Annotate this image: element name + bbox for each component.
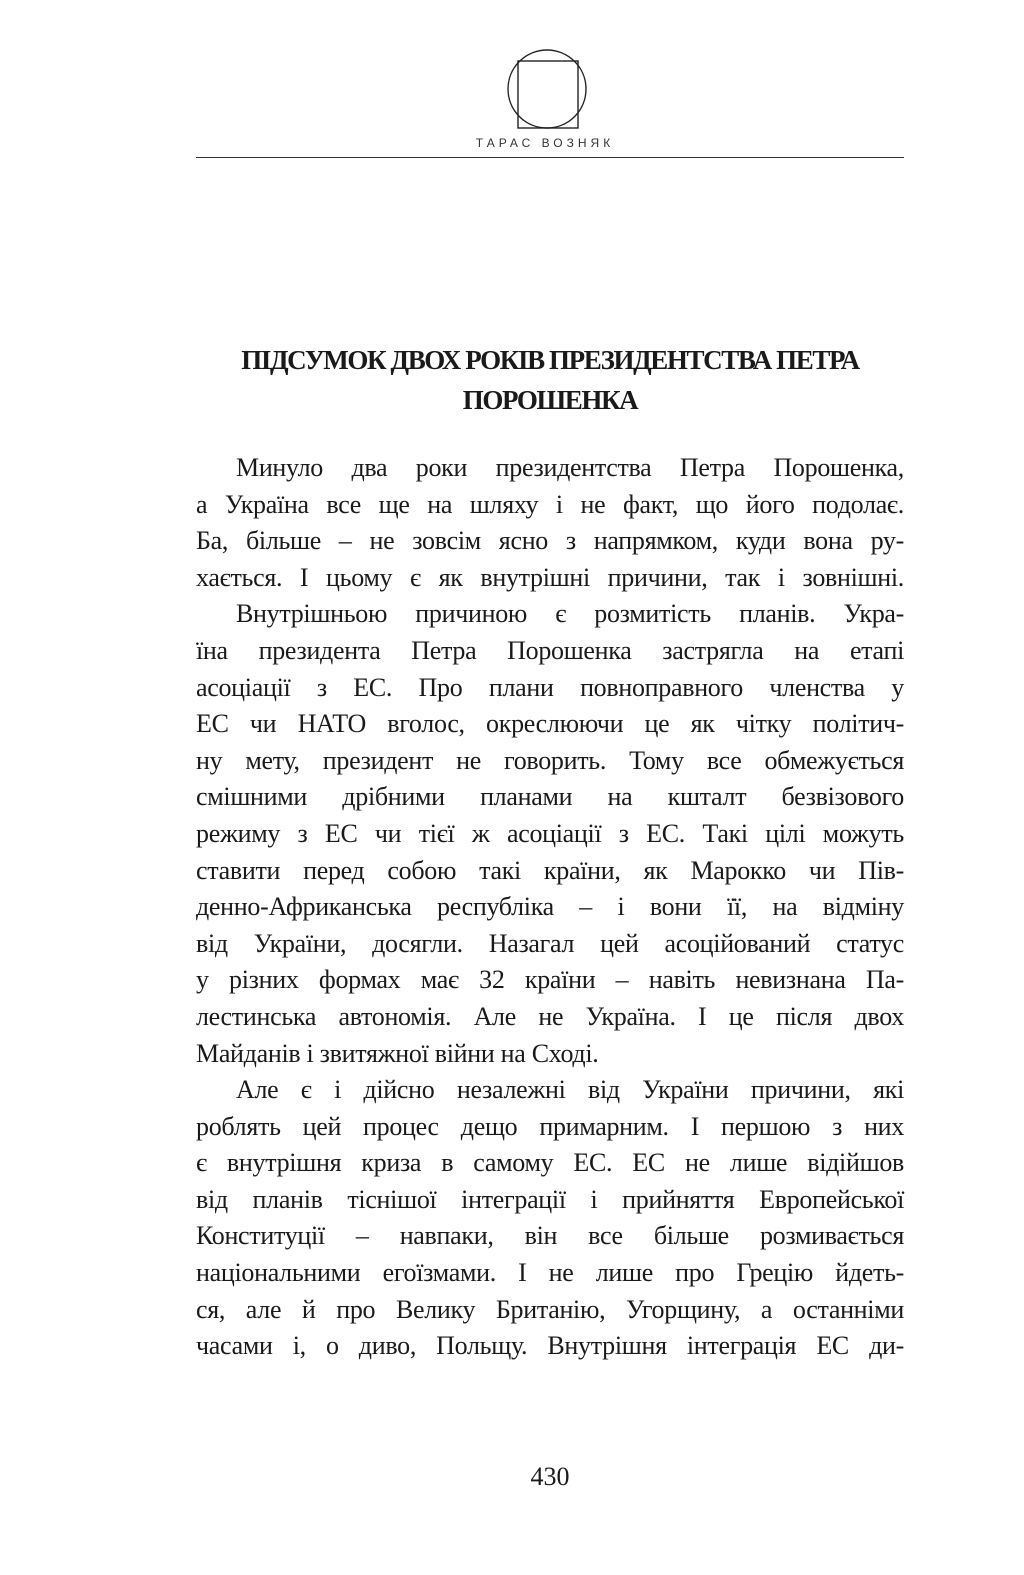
text-line: роблять цей процес дещо примарним. І першою з них <box>196 1111 904 1141</box>
text-line: асоціації з ЕС. Про плани повноправного членства у <box>196 672 904 702</box>
text-line: режиму з ЕС чи тієї ж асоціації з ЕС. Такі цілі можуть <box>196 818 904 848</box>
chapter-title <box>196 340 904 420</box>
text-line: у різних формах має 32 країни – навіть невизнана Па- <box>196 965 904 995</box>
text-line: ЕС чи НАТО вголос, окреслюючи це як чітку політич- <box>196 709 904 739</box>
text-line: лестинська автономія. Але не Україна. І це після двох <box>196 1001 904 1031</box>
text-line: Майданів і звитяжної війни на Сході. <box>196 1038 599 1068</box>
text-line: Ба, більше – не зовсім ясно з напрямком, куди вона ру- <box>196 526 904 556</box>
text-line: національними егоїзмами. І не лише про Грецію йдеть- <box>196 1258 904 1288</box>
text-line: ну мету, президент не говорить. Тому все обмежується <box>196 745 904 775</box>
logo-emblem <box>506 48 588 130</box>
text-line: часами і, о диво, Польщу. Внутрішня інтеграція ЕС ди- <box>196 1331 904 1361</box>
text-line: а Україна все ще на шляху і не факт, що його подолає. <box>196 489 904 519</box>
text-line: від планів тіснішої інтеграції і прийняття Европейської <box>196 1184 904 1214</box>
text-line: їна президента Петра Порошенка застрягла на етапі <box>196 635 904 665</box>
text-line: Внутрішньою причиною є розмитість планів. Укра- <box>236 599 904 629</box>
text-line: Конституції – навпаки, він все більше розмивається <box>196 1221 904 1251</box>
chapter-title-line: ПІДСУМОК ДВОХ РОКІВ ПРЕЗИДЕНТСТВА ПЕТРА <box>241 345 859 375</box>
text-line: від України, досягли. Назагал цей асоційований статус <box>196 928 904 958</box>
running-head: ТАРАС ВОЗНЯК <box>475 136 615 150</box>
text-line: Минуло два роки президентства Петра Порошенка, <box>236 453 904 482</box>
body-text <box>196 450 904 1365</box>
text-line: ся, але й про Велику Британію, Угорщину, а останніми <box>196 1294 904 1324</box>
page-number: 430 <box>530 1462 570 1491</box>
text-line: смішними дрібними планами на кшталт безвізового <box>196 782 904 812</box>
text-line: денно-Африканська республіка – і вони її, на відміну <box>196 892 904 922</box>
text-line: ставити перед собою такі країни, як Марокко чи Пів- <box>196 855 904 885</box>
header-rule <box>196 157 904 158</box>
text-line: Але є і дійсно незалежні від України причини, які <box>236 1075 904 1105</box>
text-line: є внутрішня криза в самому ЕС. ЕС не лише відійшов <box>196 1148 904 1178</box>
chapter-title-line: ПОРОШЕНКА <box>462 385 638 415</box>
text-line: хається. І цьому є як внутрішні причини, так і зовнішні. <box>196 562 904 592</box>
